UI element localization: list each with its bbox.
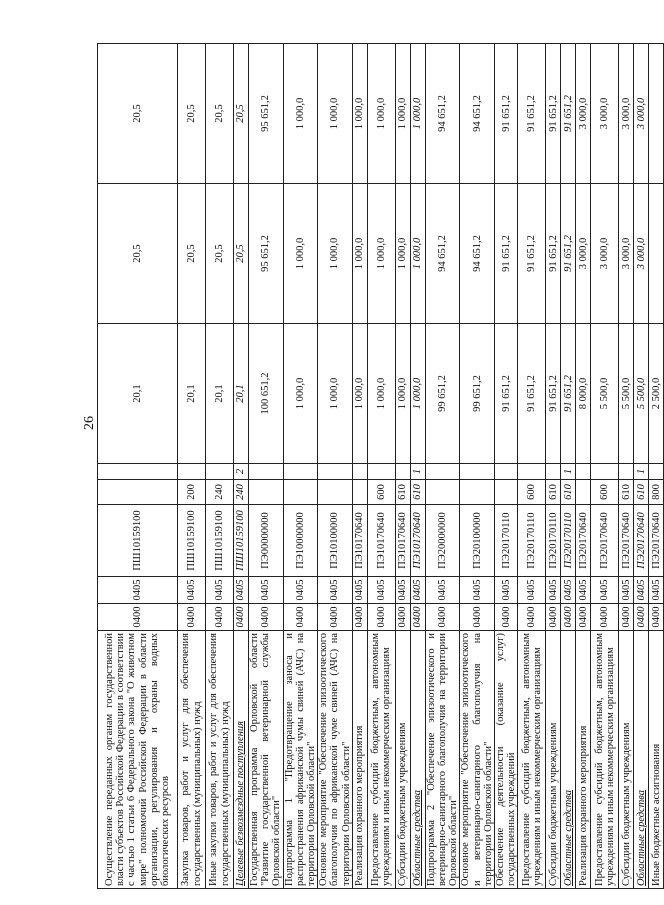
row-section: 0400: [410, 604, 425, 631]
row-name: Иные бюджетные ассигнования: [649, 631, 664, 889]
row-budget-code: [178, 464, 206, 480]
row-amount-year-1: 5 500,0: [591, 324, 619, 464]
row-amount-year-3: 1 000,0: [367, 44, 395, 184]
row-section: 0400: [634, 604, 649, 631]
row-name: Подпрограмма 2 "Обеспечение эпизоотического и ветеринарно-санитарного благополучия на территории Орловской области": [425, 631, 460, 889]
row-amount-year-3: 91 651,2: [518, 44, 546, 184]
row-amount-year-1: 1 000,0: [367, 324, 395, 464]
row-section: 0400: [561, 604, 576, 631]
row-name: Осуществление переданных органам государственной власти субъектов Российской Федерации в соответствии с частью 1 статьи 6 Федерального закона "О животном мире" полномочий Российской Федерации в области организации, регулирования и охраны водных биологических ресурсов: [98, 631, 178, 889]
row-subsection: 0405: [518, 577, 546, 604]
row-expense-type: 610: [619, 480, 634, 505]
row-name: Реализация охранного мероприятия: [352, 631, 367, 889]
row-amount-year-3: 1 000,0: [410, 44, 425, 184]
row-amount-year-2: [649, 184, 664, 324]
row-amount-year-2: 91 651,2: [546, 184, 561, 324]
row-amount-year-2: 95 651,2: [249, 184, 284, 324]
table-row: [395, 44, 410, 889]
row-amount-year-2: 94 651,2: [425, 184, 460, 324]
row-expense-type: [98, 480, 178, 505]
row-name: Реализация охранного мероприятия: [576, 631, 591, 889]
row-amount-year-2: 1 000,0: [367, 184, 395, 324]
row-amount-year-3: 94 651,2: [425, 44, 460, 184]
row-amount-year-3: 94 651,2: [460, 44, 495, 184]
table-row: [98, 44, 178, 889]
row-amount-year-2: 94 651,2: [460, 184, 495, 324]
table-row: [283, 44, 318, 889]
row-subsection: 0405: [425, 577, 460, 604]
row-name: Субсидии бюджетным учреждениям: [619, 631, 634, 889]
row-expense-type: 610: [561, 480, 576, 505]
row-budget-code: 1: [561, 464, 576, 480]
row-amount-year-3: 3 000,0: [576, 44, 591, 184]
row-budget-code: [318, 464, 353, 480]
row-name: Основное мероприятие "Обеспечение эпизоотического благополучия по африканской чуме свиней (АЧС) на территории Орловской области": [318, 631, 353, 889]
row-section: 0400: [576, 604, 591, 631]
row-section: 0400: [98, 604, 178, 631]
row-subsection: 0405: [283, 577, 318, 604]
row-budget-code: 1: [410, 464, 425, 480]
row-amount-year-2: 20,5: [98, 184, 178, 324]
row-budget-code: 1: [634, 464, 649, 480]
row-subsection: 0405: [495, 577, 518, 604]
row-subsection: 0405: [634, 577, 649, 604]
row-amount-year-1: 99 651,2: [425, 324, 460, 464]
row-amount-year-3: 20,5: [206, 44, 234, 184]
row-expense-type: 240: [206, 480, 234, 505]
row-subsection: 0405: [249, 577, 284, 604]
row-amount-year-1: 1 000,0: [352, 324, 367, 464]
row-target-code: ПЭ10170640: [352, 505, 367, 577]
row-subsection: 0405: [649, 577, 664, 604]
row-section: 0400: [318, 604, 353, 631]
row-subsection: 0405: [410, 577, 425, 604]
row-expense-type: [425, 480, 460, 505]
row-target-code: ПЭ20100000: [460, 505, 495, 577]
row-name: Подпрограмма 1 "Предотвращение заноса и распространения африканской чумы свиней (АЧС) на территории Орловской области": [283, 631, 318, 889]
row-expense-type: 610: [546, 480, 561, 505]
row-expense-type: 800: [649, 480, 664, 505]
row-subsection: 0405: [561, 577, 576, 604]
row-target-code: ПШ10159100: [178, 505, 206, 577]
row-name: Предоставление субсидий бюджетным, автономным учреждениям и иным некоммерческим организациям: [591, 631, 619, 889]
row-expense-type: 610: [410, 480, 425, 505]
row-amount-year-1: 20,1: [98, 324, 178, 464]
row-expense-type: [460, 480, 495, 505]
table-row: [546, 44, 561, 889]
table-row: [561, 44, 576, 889]
row-amount-year-3: 91 651,2: [495, 44, 518, 184]
row-amount-year-3: 1 000,0: [318, 44, 353, 184]
row-budget-code: [283, 464, 318, 480]
row-budget-code: [546, 464, 561, 480]
row-name: Государственная программа Орловской области "Развитие государственной ветеринарной службы Орловской области": [249, 631, 284, 889]
row-section: 0400: [546, 604, 561, 631]
row-subsection: 0405: [546, 577, 561, 604]
row-target-code: ПЭ20170640: [619, 505, 634, 577]
row-amount-year-2: 3 000,0: [591, 184, 619, 324]
row-expense-type: [318, 480, 353, 505]
row-amount-year-3: 95 651,2: [249, 44, 284, 184]
row-amount-year-2: 20,5: [178, 184, 206, 324]
row-name: Обеспечение деятельности (оказание услуг) государственных учреждений: [495, 631, 518, 889]
budget-table-body: [98, 44, 664, 889]
row-amount-year-1: 1 000,0: [318, 324, 353, 464]
row-expense-type: 600: [591, 480, 619, 505]
row-name: Субсидии бюджетным учреждениям: [546, 631, 561, 889]
table-row: [318, 44, 353, 889]
row-budget-code: [518, 464, 546, 480]
row-budget-code: [460, 464, 495, 480]
row-target-code: ПШ10159100: [234, 505, 249, 577]
row-amount-year-1: 1 000,0: [395, 324, 410, 464]
row-amount-year-2: 91 651,2: [495, 184, 518, 324]
row-amount-year-1: 91 651,2: [495, 324, 518, 464]
row-name: Предоставление субсидий бюджетным, автономным учреждениям и иным некоммерческим организациям: [367, 631, 395, 889]
row-name: Иные закупки товаров, работ и услуг для обеспечения государственных (муниципальных) нужд: [206, 631, 234, 889]
row-amount-year-3: 91 651,2: [561, 44, 576, 184]
table-row: [234, 44, 249, 889]
row-target-code: ПЭ10170640: [367, 505, 395, 577]
row-amount-year-2: 20,5: [234, 184, 249, 324]
row-amount-year-1: 2 500,0: [649, 324, 664, 464]
row-subsection: 0405: [591, 577, 619, 604]
row-amount-year-2: 1 000,0: [395, 184, 410, 324]
row-amount-year-1: 20,1: [178, 324, 206, 464]
row-amount-year-3: 20,5: [234, 44, 249, 184]
row-target-code: ПШ10159100: [98, 505, 178, 577]
table-row: [425, 44, 460, 889]
row-amount-year-2: 1 000,0: [283, 184, 318, 324]
row-expense-type: 610: [634, 480, 649, 505]
row-target-code: ПЭ20000000: [425, 505, 460, 577]
row-subsection: 0405: [395, 577, 410, 604]
row-subsection: 0405: [460, 577, 495, 604]
row-amount-year-1: 1 000,0: [410, 324, 425, 464]
row-amount-year-3: [649, 44, 664, 184]
budget-table: [97, 43, 664, 889]
row-target-code: ПЭ10000000: [283, 505, 318, 577]
row-subsection: 0405: [234, 577, 249, 604]
row-target-code: ПЭ20170640: [634, 505, 649, 577]
row-budget-code: [576, 464, 591, 480]
table-row: [518, 44, 546, 889]
row-expense-type: 600: [367, 480, 395, 505]
row-amount-year-2: 3 000,0: [634, 184, 649, 324]
table-row: [495, 44, 518, 889]
row-amount-year-3: 20,5: [178, 44, 206, 184]
page-number: 26: [82, 416, 97, 430]
row-subsection: 0405: [178, 577, 206, 604]
row-amount-year-1: 20,1: [206, 324, 234, 464]
row-section: 0400: [206, 604, 234, 631]
row-budget-code: [395, 464, 410, 480]
row-amount-year-3: 3 000,0: [591, 44, 619, 184]
row-expense-type: 610: [395, 480, 410, 505]
row-amount-year-2: 1 000,0: [410, 184, 425, 324]
row-section: 0400: [352, 604, 367, 631]
row-section: 0400: [619, 604, 634, 631]
table-row: [410, 44, 425, 889]
row-target-code: ПЭ20170640: [649, 505, 664, 577]
row-amount-year-3: 1 000,0: [283, 44, 318, 184]
row-amount-year-1: 8 000,0: [576, 324, 591, 464]
row-amount-year-1: 1 000,0: [283, 324, 318, 464]
row-target-code: ПЭ10100000: [318, 505, 353, 577]
row-section: 0400: [425, 604, 460, 631]
row-amount-year-1: 5 500,0: [634, 324, 649, 464]
row-amount-year-2: 3 000,0: [619, 184, 634, 324]
table-row: [352, 44, 367, 889]
row-name: Областные средства: [561, 631, 576, 889]
row-section: 0400: [234, 604, 249, 631]
row-subsection: 0405: [352, 577, 367, 604]
row-amount-year-3: 20,5: [98, 44, 178, 184]
row-budget-code: [649, 464, 664, 480]
table-row: [460, 44, 495, 889]
row-target-code: ПЭ20170110: [495, 505, 518, 577]
row-section: 0400: [518, 604, 546, 631]
row-amount-year-1: 5 500,0: [619, 324, 634, 464]
table-row: [178, 44, 206, 889]
row-budget-code: [425, 464, 460, 480]
row-target-code: ПЭ10170640: [410, 505, 425, 577]
row-budget-code: [619, 464, 634, 480]
row-budget-code: 2: [234, 464, 249, 480]
row-subsection: 0405: [98, 577, 178, 604]
row-amount-year-3: 3 000,0: [619, 44, 634, 184]
row-budget-code: [249, 464, 284, 480]
row-expense-type: [352, 480, 367, 505]
row-subsection: 0405: [367, 577, 395, 604]
table-row: [206, 44, 234, 889]
row-target-code: ПЭ20170110: [561, 505, 576, 577]
row-amount-year-2: 91 651,2: [561, 184, 576, 324]
row-section: 0400: [395, 604, 410, 631]
table-row: [634, 44, 649, 889]
row-target-code: ПЭ20170110: [518, 505, 546, 577]
table-row: [619, 44, 634, 889]
row-target-code: ПЭ00000000: [249, 505, 284, 577]
row-budget-code: [206, 464, 234, 480]
row-section: 0400: [367, 604, 395, 631]
row-subsection: 0405: [206, 577, 234, 604]
row-amount-year-2: 1 000,0: [318, 184, 353, 324]
row-expense-type: 600: [518, 480, 546, 505]
table-row: [249, 44, 284, 889]
row-name: Субсидии бюджетным учреждениям: [395, 631, 410, 889]
row-amount-year-3: 1 000,0: [352, 44, 367, 184]
row-expense-type: [283, 480, 318, 505]
table-row: [591, 44, 619, 889]
row-amount-year-1: 99 651,2: [460, 324, 495, 464]
row-amount-year-1: 100 651,2: [249, 324, 284, 464]
row-section: 0400: [178, 604, 206, 631]
row-expense-type: [495, 480, 518, 505]
row-name: Основное мероприятие "Обеспечение эпизоотического и ветеринарно-санитарного благополучия на территории Орловской области": [460, 631, 495, 889]
table-row: [649, 44, 664, 889]
row-section: 0400: [460, 604, 495, 631]
table-row: [367, 44, 395, 889]
row-amount-year-3: 91 651,2: [546, 44, 561, 184]
row-section: 0400: [495, 604, 518, 631]
row-name: Целевые безвозмездные поступления: [234, 631, 249, 889]
row-subsection: 0405: [318, 577, 353, 604]
budget-table-sheet: [97, 44, 662, 889]
row-target-code: ПЭ20170110: [546, 505, 561, 577]
row-name: Закупка товаров, работ и услуг для обеспечения государственных (муниципальных) нужд: [178, 631, 206, 889]
row-name: Предоставление субсидий бюджетным, автономным учреждениям и иным некоммерческим организациям: [518, 631, 546, 889]
row-budget-code: [367, 464, 395, 480]
row-amount-year-2: 1 000,0: [352, 184, 367, 324]
row-budget-code: [98, 464, 178, 480]
row-name: Областные средства: [410, 631, 425, 889]
row-expense-type: 240: [234, 480, 249, 505]
row-expense-type: [249, 480, 284, 505]
row-expense-type: [576, 480, 591, 505]
row-amount-year-1: 91 651,2: [561, 324, 576, 464]
row-amount-year-1: 91 651,2: [518, 324, 546, 464]
row-subsection: 0405: [619, 577, 634, 604]
row-section: 0400: [591, 604, 619, 631]
row-target-code: ПЭ20170640: [591, 505, 619, 577]
row-amount-year-2: 20,5: [206, 184, 234, 324]
row-target-code: ПЭ20170640: [576, 505, 591, 577]
row-budget-code: [591, 464, 619, 480]
row-section: 0400: [283, 604, 318, 631]
row-subsection: 0405: [576, 577, 591, 604]
row-amount-year-3: 3 000,0: [634, 44, 649, 184]
row-amount-year-3: 1 000,0: [395, 44, 410, 184]
row-expense-type: 200: [178, 480, 206, 505]
row-budget-code: [352, 464, 367, 480]
row-section: 0400: [249, 604, 284, 631]
row-target-code: ПШ10159100: [206, 505, 234, 577]
row-target-code: ПЭ10170640: [395, 505, 410, 577]
row-amount-year-1: 20,1: [234, 324, 249, 464]
table-row: [576, 44, 591, 889]
row-budget-code: [495, 464, 518, 480]
row-amount-year-1: 91 651,2: [546, 324, 561, 464]
row-amount-year-2: 3 000,0: [576, 184, 591, 324]
row-amount-year-2: 91 651,2: [518, 184, 546, 324]
row-section: 0400: [649, 604, 664, 631]
row-name: Областные средства: [634, 631, 649, 889]
